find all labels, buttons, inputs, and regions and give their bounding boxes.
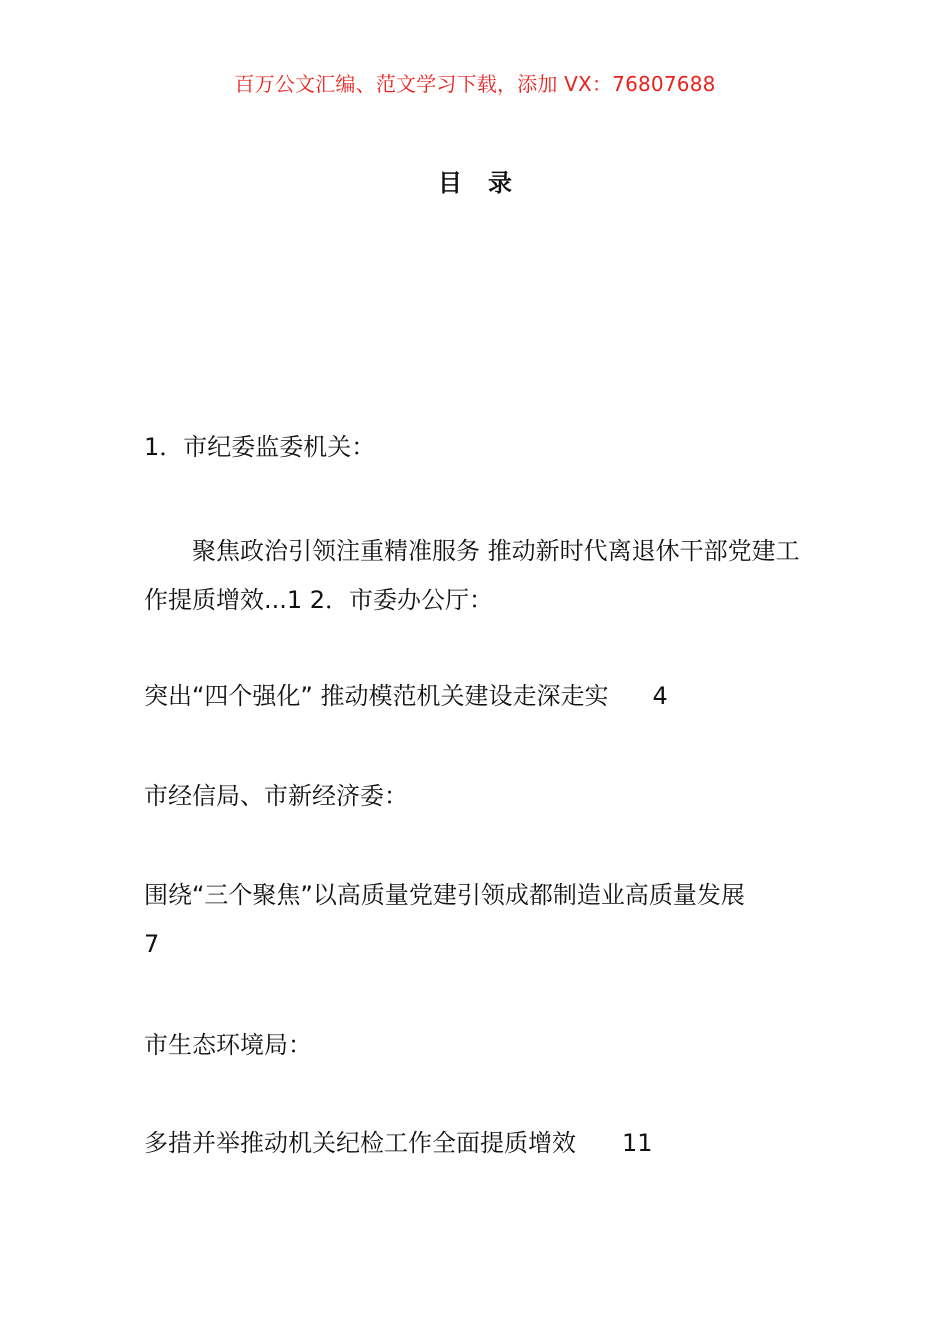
toc-heading-3: 市经信局、市新经济委：: [144, 782, 408, 810]
document-title: 目录: [438, 169, 538, 197]
toc-entry-4: [144, 1119, 653, 1167]
toc-entry-1-text: 聚焦政治引领注重精准服务 推动新时代离退休干部党建工作提质增效...1 2．市委办公厅：: [144, 537, 800, 614]
toc-entry-4-title: 多措并举推动机关纪检工作全面提质增效: [144, 1129, 576, 1157]
toc-entry-3-title: 围绕“三个聚焦”以高质量党建引领成都制造业高质量发展: [144, 881, 745, 909]
toc-entry-2-title: 突出“四个强化” 推动模范机关建设走深走实: [144, 682, 609, 710]
toc-entry-1: [144, 527, 814, 625]
toc-heading-4: 市生态环境局：: [144, 1031, 312, 1059]
toc-heading-1: 1．市纪委监委机关：: [144, 433, 376, 461]
toc-entry-4-page: 11: [622, 1129, 653, 1157]
toc-entry-2: [144, 672, 668, 720]
header-note: 百万公文汇编、范文学习下载，添加 VX：76807688: [234, 72, 716, 96]
toc-entry-2-page: 4: [652, 682, 668, 710]
toc-entry-3-page: 7: [144, 930, 160, 958]
